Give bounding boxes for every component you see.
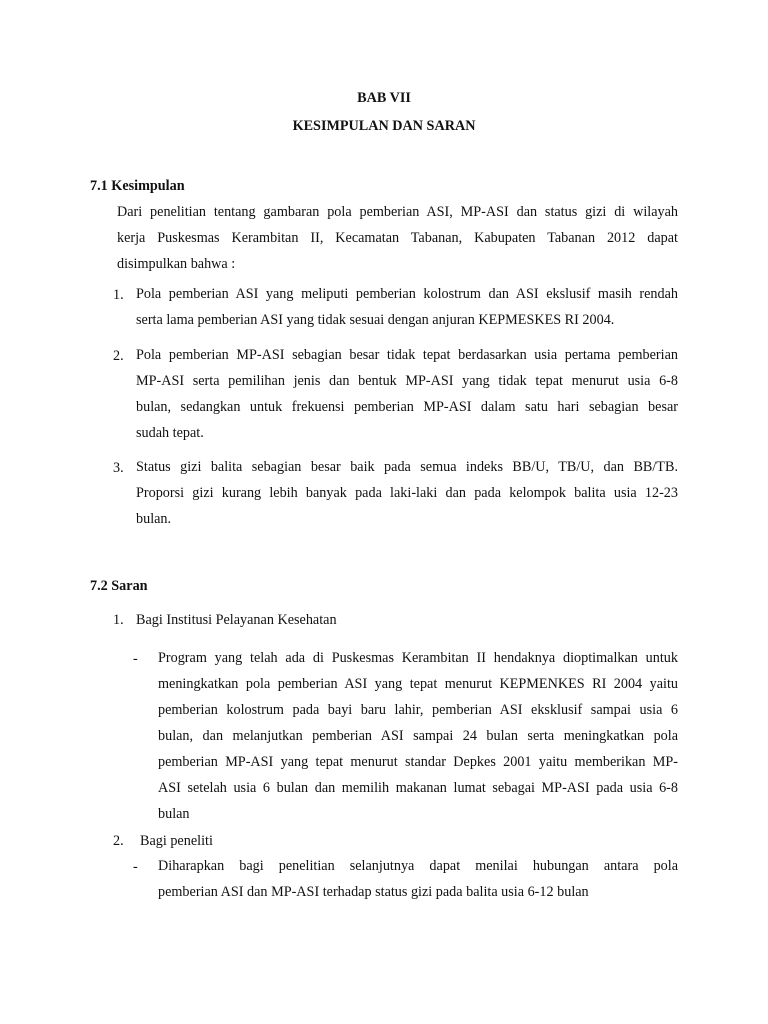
- section-heading-saran: 7.2 Saran: [90, 578, 148, 594]
- list-item-line: sudah tepat.: [136, 425, 204, 441]
- saran-label: Bagi Institusi Pelayanan Kesehatan: [136, 612, 337, 628]
- chapter-number: BAB VII: [357, 90, 411, 106]
- list-item: [136, 342, 678, 446]
- list-number: 1.: [113, 287, 124, 303]
- bullet-item: [158, 853, 678, 905]
- bullet-line: ASI setelah usia 6 bulan dan memilih makanan lumat sebagai MP-ASI pada usia 6-8: [158, 780, 678, 796]
- bullet-line: Diharapkan bagi penelitian selanjutnya dapat menilai hubungan antara pola: [158, 858, 678, 874]
- bullet-dash: -: [133, 651, 138, 667]
- bullet-dash: -: [133, 859, 138, 875]
- bullet-item: [158, 645, 678, 827]
- kesimpulan-intro: [117, 199, 678, 277]
- bullet-line: pemberian MP-ASI yang tepat menurut standar Depkes 2001 yaitu memberikan MP-: [158, 754, 678, 770]
- list-item: [136, 281, 678, 333]
- bullet-line: pemberian ASI dan MP-ASI terhadap status gizi pada balita usia 6-12 bulan: [158, 884, 589, 900]
- saran-label: Bagi peneliti: [140, 833, 213, 849]
- intro-line: Dari penelitian tentang gambaran pola pemberian ASI, MP-ASI dan status gizi di wilayah: [117, 204, 678, 220]
- list-item-line: Status gizi balita sebagian besar baik pada semua indeks BB/U, TB/U, dan BB/TB.: [136, 459, 678, 475]
- section-heading-kesimpulan: 7.1 Kesimpulan: [90, 178, 185, 194]
- list-item-line: bulan.: [136, 511, 172, 527]
- list-item-line: MP-ASI serta pemilihan jenis dan bentuk MP-ASI yang tidak tepat menurut usia 6-8: [136, 373, 678, 389]
- list-item-line: Pola pemberian ASI yang meliputi pemberian kolostrum dan ASI ekslusif masih rendah: [136, 286, 678, 302]
- bullet-line: Program yang telah ada di Puskesmas Kerambitan II hendaknya dioptimalkan untuk: [158, 650, 678, 666]
- bullet-line: meningkatkan pola pemberian ASI yang tepat menurut KEPMENKES RI 2004 yaitu: [158, 676, 678, 692]
- list-item-line: serta lama pemberian ASI yang tidak sesuai dengan anjuran KEPMESKES RI 2004.: [136, 312, 615, 328]
- list-number: 2.: [113, 348, 124, 364]
- bullet-line: pemberian kolostrum pada bayi baru lahir, pemberian ASI eksklusif sampai usia 6: [158, 702, 678, 718]
- list-number: 3.: [113, 460, 124, 476]
- list-item: [136, 454, 678, 532]
- intro-line: disimpulkan bahwa :: [117, 256, 236, 272]
- list-item-line: Proporsi gizi kurang lebih banyak pada laki-laki dan pada kelompok balita usia 12-23: [136, 485, 678, 501]
- list-number: 1.: [113, 612, 124, 628]
- chapter-title: KESIMPULAN DAN SARAN: [292, 118, 476, 134]
- list-item-line: bulan, sedangkan untuk frekuensi pemberian MP-ASI dalam satu hari sebagian besar: [136, 399, 678, 415]
- intro-line: kerja Puskesmas Kerambitan II, Kecamatan Tabanan, Kabupaten Tabanan 2012 dapat: [117, 230, 678, 246]
- bullet-line: bulan: [158, 806, 190, 822]
- bullet-line: bulan, dan melanjutkan pemberian ASI sampai 24 bulan serta meningkatkan pola: [158, 728, 678, 744]
- list-item-line: Pola pemberian MP-ASI sebagian besar tidak tepat berdasarkan usia pertama pemberian: [136, 347, 678, 363]
- list-number: 2.: [113, 833, 124, 849]
